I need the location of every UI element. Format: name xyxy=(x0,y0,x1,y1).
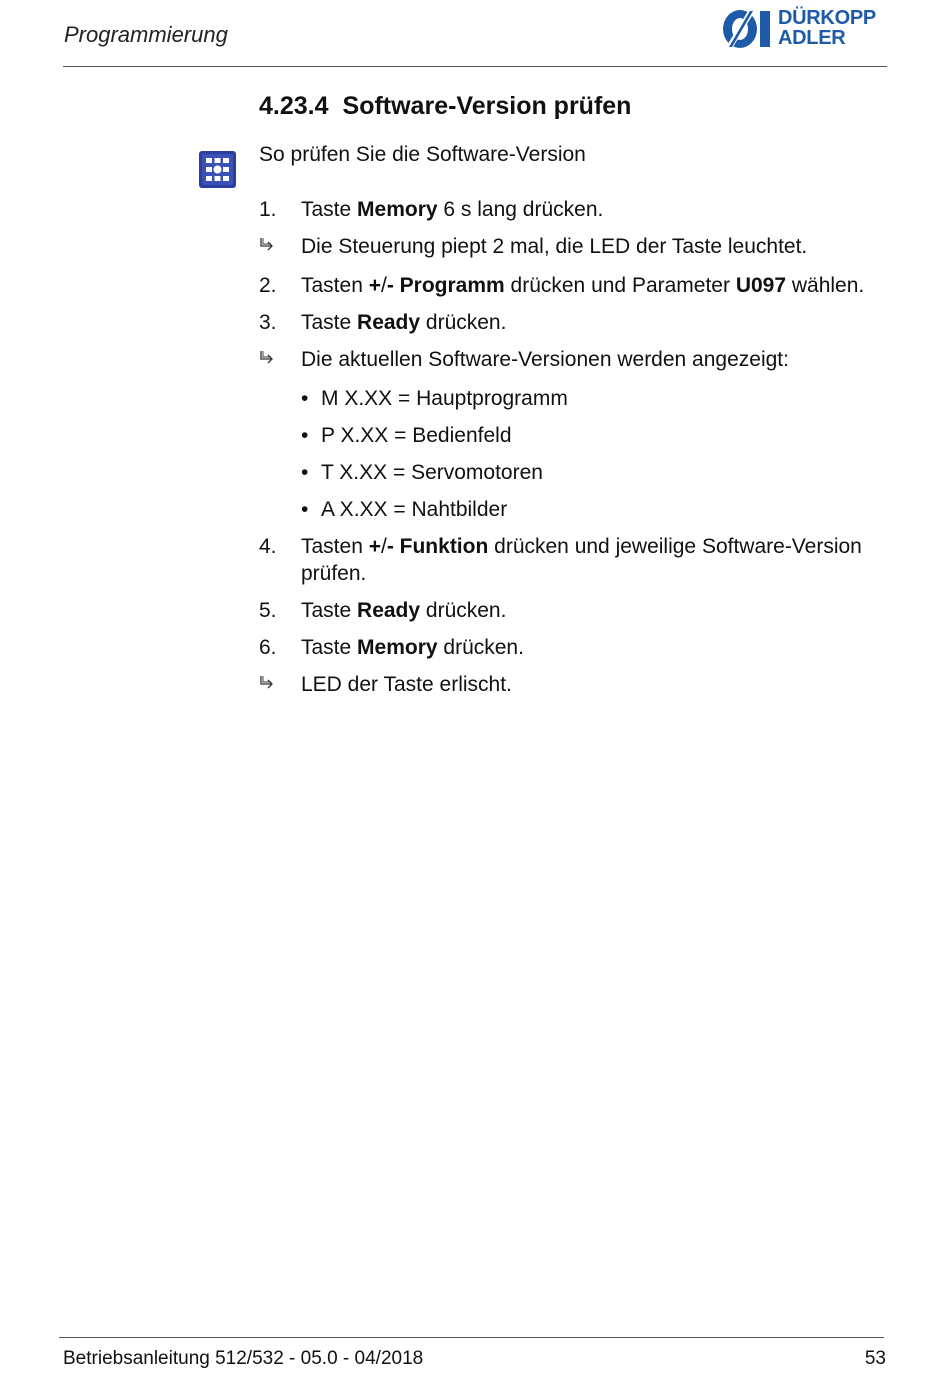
result-text: LED der Taste erlischt. xyxy=(301,673,512,696)
bullet-dot: • xyxy=(301,461,309,484)
step-5 xyxy=(259,597,889,624)
text-run: drücken. xyxy=(420,599,507,622)
step-number: 6. xyxy=(259,636,277,659)
text-run: wählen. xyxy=(786,274,865,297)
logo-line-2: ADLER xyxy=(778,27,846,49)
footer-divider xyxy=(59,1337,884,1338)
version-bullet xyxy=(259,496,889,523)
intro-text: So prüfen Sie die Software-Version xyxy=(259,143,586,166)
step-text xyxy=(301,272,889,299)
key-name: - Funktion xyxy=(386,535,489,558)
step-1 xyxy=(259,196,889,223)
step-text xyxy=(301,634,889,661)
step-text xyxy=(301,196,889,223)
text-run: drücken. xyxy=(420,311,507,334)
logo-wordmark xyxy=(778,8,876,48)
result-marker xyxy=(259,233,301,262)
instruction-list xyxy=(259,196,889,710)
result-arrow-icon xyxy=(259,350,277,368)
section-title: Software-Version prüfen xyxy=(342,92,632,120)
document-reference: Betriebsanleitung 512/532 - 05.0 - 04/2018 xyxy=(63,1348,424,1369)
bullet-text: M X.XX = Hauptprogramm xyxy=(321,387,568,410)
section-number: 4.23.4 xyxy=(259,92,329,120)
key-name: + xyxy=(368,274,381,297)
text-run: Tasten xyxy=(301,274,369,297)
version-bullet xyxy=(259,459,889,486)
parameter-name: U097 xyxy=(735,274,787,297)
bullet-text: T X.XX = Servomotoren xyxy=(321,461,543,484)
step-6 xyxy=(259,634,889,661)
text-run: drücken und Parameter xyxy=(504,274,736,297)
bullet-text: P X.XX = Bedienfeld xyxy=(321,424,512,447)
step-2 xyxy=(259,272,889,299)
bullet-dot: • xyxy=(301,498,309,521)
result-marker xyxy=(259,671,301,700)
text-run: / xyxy=(380,274,387,297)
result-1 xyxy=(259,233,889,262)
text-run: Taste xyxy=(301,311,358,334)
version-bullet xyxy=(259,422,889,449)
result-marker xyxy=(259,346,301,375)
key-name: Memory xyxy=(357,636,438,659)
text-run: drücken und jeweilige Software-Version prüfen. xyxy=(301,535,862,585)
key-name: Ready xyxy=(357,599,421,622)
header-divider xyxy=(63,66,887,67)
page-number: 53 xyxy=(864,1348,886,1369)
logo-mark-icon xyxy=(722,9,774,49)
step-3 xyxy=(259,309,889,336)
step-number: 3. xyxy=(259,311,277,334)
keypad-icon xyxy=(199,151,236,188)
brand-logo xyxy=(722,6,892,52)
step-number: 5. xyxy=(259,599,277,622)
step-number: 1. xyxy=(259,198,277,221)
key-name: Ready xyxy=(357,311,421,334)
bullet-text: A X.XX = Nahtbilder xyxy=(321,498,508,521)
text-run: Tasten xyxy=(301,535,369,558)
step-text xyxy=(301,597,889,624)
text-run: Taste xyxy=(301,636,358,659)
text-run: drücken. xyxy=(437,636,524,659)
bullet-dot: • xyxy=(301,424,309,447)
result-arrow-icon xyxy=(259,675,277,693)
result-2 xyxy=(259,346,889,375)
result-text: Die aktuellen Software-Versionen werden angezeigt: xyxy=(301,348,789,371)
step-text xyxy=(301,533,889,587)
key-name: + xyxy=(368,535,381,558)
text-run: 6 s lang drücken. xyxy=(437,198,604,221)
text-run: / xyxy=(380,535,387,558)
logo-line-1: DÜRKOPP xyxy=(778,7,876,29)
version-bullet xyxy=(259,385,889,412)
result-text: Die Steuerung piept 2 mal, die LED der Taste leuchtet. xyxy=(301,235,808,258)
step-number: 4. xyxy=(259,535,277,558)
result-arrow-icon xyxy=(259,237,277,255)
result-3 xyxy=(259,671,889,700)
key-name: - Programm xyxy=(386,274,505,297)
text-run: Taste xyxy=(301,198,358,221)
section-heading xyxy=(259,92,631,121)
key-name: Memory xyxy=(357,198,438,221)
step-number: 2. xyxy=(259,274,277,297)
chapter-title: Programmierung xyxy=(64,22,228,47)
step-4 xyxy=(259,533,889,587)
bullet-dot: • xyxy=(301,387,309,410)
text-run: Taste xyxy=(301,599,358,622)
step-text xyxy=(301,309,889,336)
